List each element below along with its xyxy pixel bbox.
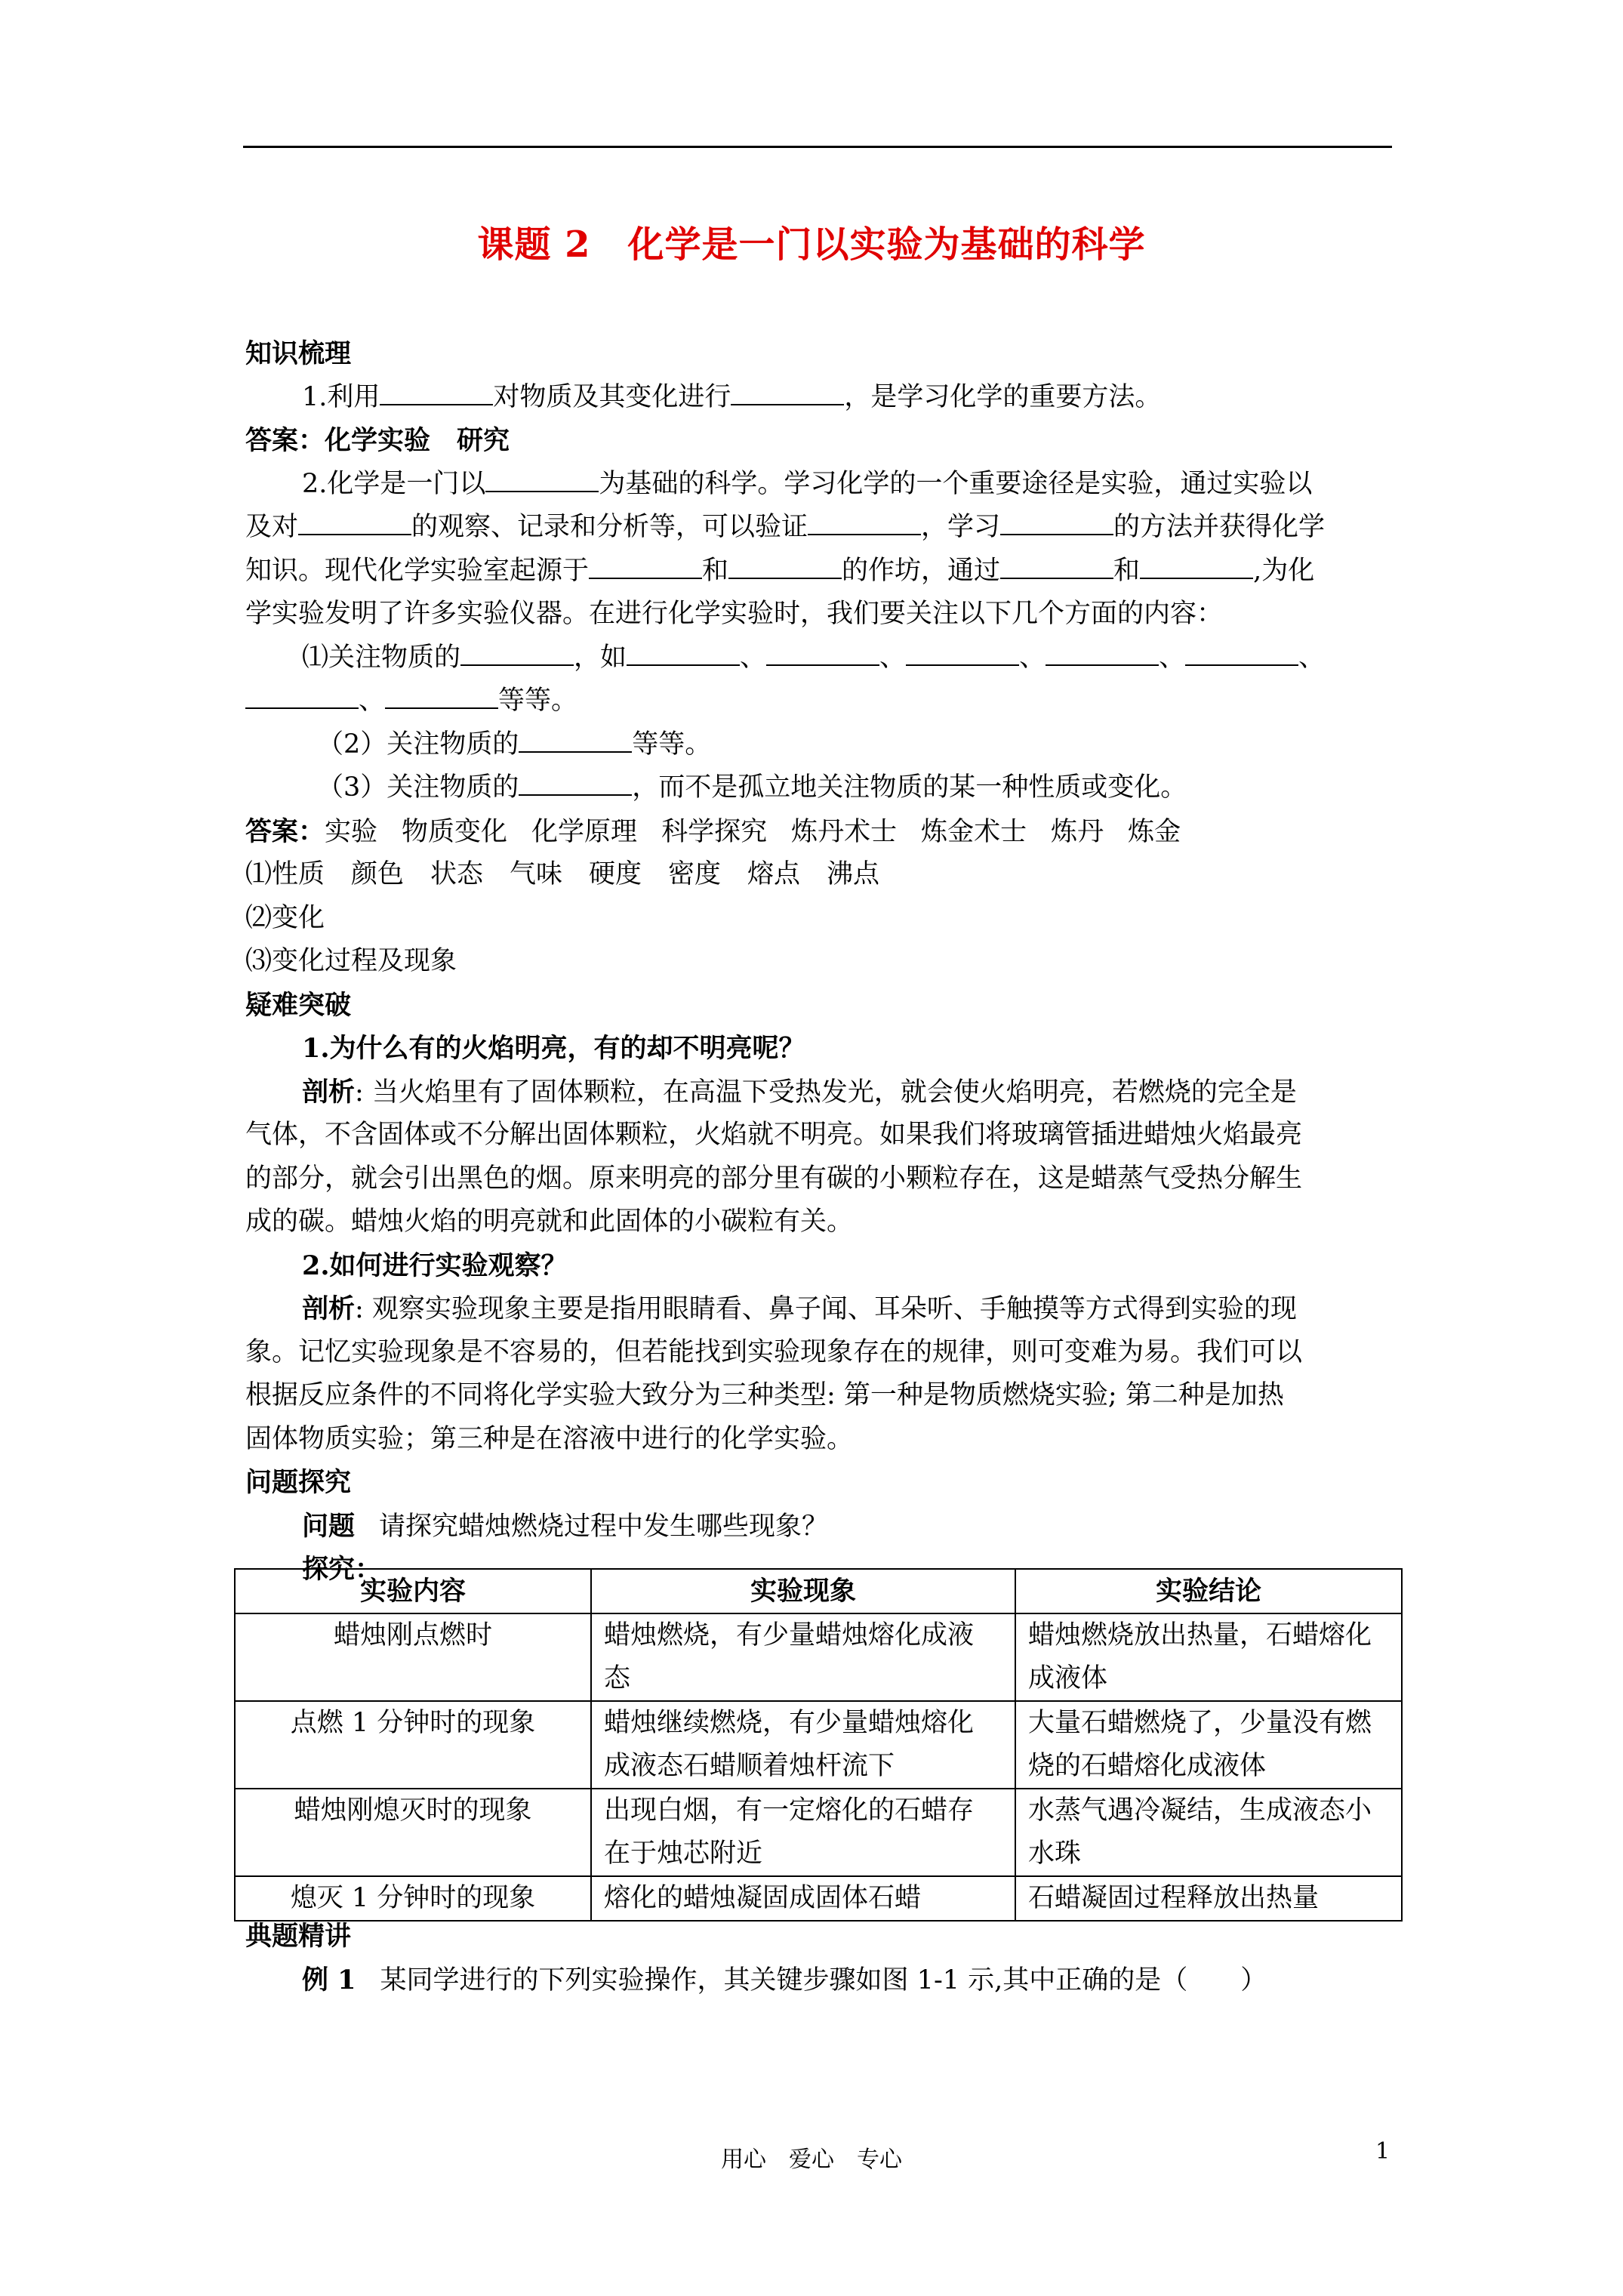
table-cell: 出现白烟，有一定熔化的石蜡存 在于烛芯附近 (591, 1789, 1015, 1876)
blank (1046, 642, 1159, 666)
answer-1: 答案：化学实验 研究 (245, 425, 510, 456)
table-header: 实验内容 (235, 1569, 591, 1613)
question-2-sub-1-cont: 、 等等。 (245, 680, 1399, 723)
example-1: 例 1 某同学进行的下列实验操作，其关键步骤如图 1-1 示,其中正确的是（ ） (302, 1964, 1267, 1996)
blank (385, 685, 498, 709)
difficulty-2-line-4: 固体物质实验；第三种是在溶液中进行的化学实验。 (245, 1423, 854, 1454)
table-cell: 蜡烛燃烧，有少量蜡烛熔化成液 态 (591, 1613, 1015, 1701)
difficulty-1-line-1: 剖析: 当火焰里有了固体颗粒，在高温下受热发光，就会使火焰明亮，若燃烧的完全是 (302, 1076, 1297, 1108)
blank (1185, 642, 1298, 666)
blank (808, 511, 921, 535)
answer-2-line-1: ⑴性质 颜色 状态 气味 硬度 密度 熔点 沸点 (245, 859, 880, 889)
section-difficulty: 疑难突破 (245, 989, 352, 1021)
section-knowledge: 知识梳理 (245, 338, 352, 369)
table-cell: 熔化的蜡烛凝固成固体石蜡 (591, 1876, 1015, 1921)
question-2-sub-1: ⑴关注物质的 ，如 、 、 、 、 、 (302, 642, 1326, 673)
table-cell: 熄灭 1 分钟时的现象 (235, 1876, 591, 1921)
blank (1000, 511, 1113, 535)
table-cell: 蜡烛继续燃烧，有少量蜡烛熔化 成液态石蜡顺着烛杆流下 (591, 1701, 1015, 1789)
table-cell: 水蒸气遇冷凝结，生成液态小 水珠 (1015, 1789, 1402, 1876)
blank (519, 772, 632, 796)
blank (460, 642, 574, 666)
blank (589, 555, 702, 579)
table-cell: 蜡烛刚点燃时 (235, 1613, 591, 1701)
answer-2-line-3: ⑶变化过程及现象 (245, 946, 457, 976)
blank (519, 729, 632, 753)
answer-2: 答案：实验 物质变化 化学原理 科学探究 炼丹术士 炼金术士 炼丹 炼金 (245, 815, 1181, 847)
section-inquiry: 问题探究 (245, 1467, 352, 1498)
blank (627, 642, 740, 666)
table-row (235, 1613, 1402, 1701)
experiment-table (234, 1568, 1403, 1922)
difficulty-2-question: 2.如何进行实验观察？ (302, 1250, 568, 1281)
inquiry-question: 问题 请探究蜡烛燃烧过程中发生哪些现象？ (302, 1510, 829, 1542)
table-cell: 蜡烛刚熄灭时的现象 (235, 1789, 591, 1876)
after-table (245, 1915, 1267, 2002)
table-cell: 点燃 1 分钟时的现象 (235, 1701, 591, 1789)
answer-2-line-2: ⑵变化 (245, 902, 325, 933)
document-body (245, 332, 1399, 1592)
table-header-row (235, 1569, 1402, 1613)
question-2-line-3: 知识。现代化学实验室起源于 和 的作坊，通过 和 ,为化 (245, 555, 1315, 586)
table-row (235, 1789, 1402, 1876)
table-cell: 石蜡凝固过程释放出热量 (1015, 1876, 1402, 1921)
table-cell: 大量石蜡燃烧了，少量没有燃 烧的石蜡熔化成液体 (1015, 1701, 1402, 1789)
difficulty-1-question: 1.为什么有的火焰明亮，有的却不明亮呢？ (302, 1033, 805, 1064)
table-header: 实验结论 (1015, 1569, 1402, 1613)
blank (1000, 555, 1113, 579)
page-footer: 用心 爱心 专心 (721, 2147, 902, 2173)
section-example: 典题精讲 (245, 1921, 352, 1952)
difficulty-1-line-4: 成的碳。蜡烛火焰的明亮就和此固体的小碳粒有关。 (245, 1207, 854, 1237)
blank (731, 381, 844, 405)
blank (245, 685, 359, 709)
question-2-line-1: 2.化学是一门以 为基础的科学。学习化学的一个重要途径是实验，通过实验以 (302, 468, 1313, 499)
difficulty-2-line-3: 根据反应条件的不同将化学实验大致分为三种类型: 第一种是物质燃烧实验; 第二种是加热 (245, 1380, 1284, 1410)
blank (906, 642, 1019, 666)
difficulty-2-line-2: 象。记忆实验现象是不容易的，但若能找到实验现象存在的规律，则可变难为易。我们可以 (245, 1336, 1303, 1367)
page-title: 课题 2 化学是一门以实验为基础的科学 (477, 223, 1146, 266)
blank (1140, 555, 1253, 579)
blank (380, 381, 493, 405)
question-2-line-4: 学实验发明了许多实验仪器。在进行化学实验时，我们要关注以下几个方面的内容： (245, 599, 1224, 629)
table-cell: 蜡烛燃烧放出热量，石蜡熔化 成液体 (1015, 1613, 1402, 1701)
page-number: 1 (1375, 2138, 1390, 2165)
difficulty-1-line-2: 气体，不含固体或不分解出固体颗粒，火焰就不明亮。如果我们将玻璃管插进蜡烛火焰最亮 (245, 1120, 1303, 1150)
difficulty-2-line-1: 剖析: 观察实验现象主要是指用眼睛看、鼻子闻、耳朵听、手触摸等方式得到实验的现 (302, 1293, 1297, 1324)
difficulty-1-line-3: 的部分，就会引出黑色的烟。原来明亮的部分里有碳的小颗粒存在，这是蜡蒸气受热分解生 (245, 1163, 1303, 1194)
blank (485, 468, 599, 492)
blank (766, 642, 879, 666)
blank (298, 511, 411, 535)
question-2-sub-2: （2）关注物质的 等等。 (317, 729, 712, 760)
question-1: 1.利用 对物质及其变化进行 ，是学习化学的重要方法。 (302, 381, 1162, 412)
inquiry-explore: 探究： (302, 1554, 382, 1585)
blank (728, 555, 842, 579)
header-rule (243, 146, 1392, 148)
table-header: 实验现象 (591, 1569, 1015, 1613)
question-2-sub-3: （3）关注物质的 ，而不是孤立地关注物质的某一种性质或变化。 (317, 772, 1187, 803)
question-2-line-2: 及对 的观察、记录和分析等，可以验证 ，学习 的方法并获得化学 (245, 512, 1326, 542)
table-row (235, 1701, 1402, 1789)
